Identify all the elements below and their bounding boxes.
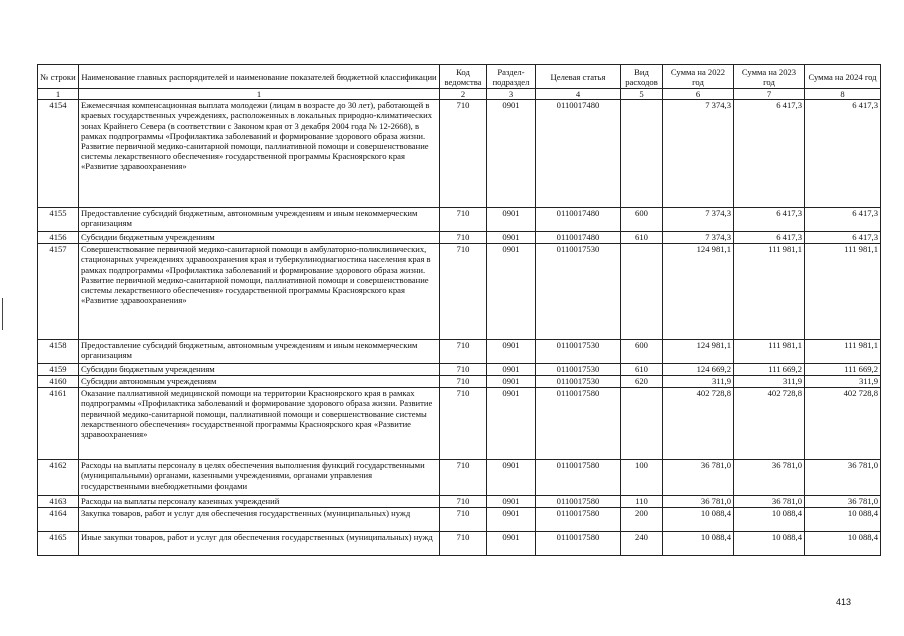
table-row xyxy=(38,340,881,364)
row-number: 4154 xyxy=(38,100,79,208)
table-row xyxy=(38,376,881,388)
row-dept-code: 710 xyxy=(440,232,487,244)
table-row xyxy=(38,508,881,532)
header-section: Раздел-подраздел xyxy=(487,65,536,89)
row-target-article: 0110017580 xyxy=(536,496,621,508)
row-expense-type: 240 xyxy=(621,532,663,556)
row-sum-2022: 7 374,3 xyxy=(663,100,734,208)
row-target-article: 0110017580 xyxy=(536,388,621,460)
row-sum-2022: 36 781,0 xyxy=(663,460,734,496)
column-number: 3 xyxy=(487,89,536,100)
row-dept-code: 710 xyxy=(440,508,487,532)
row-sum-2023: 6 417,3 xyxy=(734,100,805,208)
header-sum-2022: Сумма на 2022 год xyxy=(663,65,734,89)
table-row xyxy=(38,460,881,496)
header-row-no: № строки xyxy=(38,65,79,89)
row-sum-2022: 311,9 xyxy=(663,376,734,388)
row-sum-2022: 7 374,3 xyxy=(663,232,734,244)
row-number: 4163 xyxy=(38,496,79,508)
row-sum-2024: 36 781,0 xyxy=(805,460,881,496)
row-sum-2024: 111 669,2 xyxy=(805,364,881,376)
row-sum-2024: 6 417,3 xyxy=(805,232,881,244)
table-header-row xyxy=(38,65,881,89)
row-description: Предоставление субсидий бюджетным, автономным учреждениям и иным некоммерческим организациям xyxy=(79,340,440,364)
row-expense-type: 610 xyxy=(621,364,663,376)
row-sum-2023: 36 781,0 xyxy=(734,460,805,496)
row-section: 0901 xyxy=(487,232,536,244)
row-sum-2023: 36 781,0 xyxy=(734,496,805,508)
column-number: 1 xyxy=(38,89,79,100)
row-target-article: 0110017580 xyxy=(536,460,621,496)
table-row xyxy=(38,388,881,460)
table-row xyxy=(38,244,881,340)
header-expense-type: Вид расходов xyxy=(621,65,663,89)
row-expense-type: 200 xyxy=(621,508,663,532)
row-expense-type xyxy=(621,244,663,340)
row-target-article: 0110017530 xyxy=(536,376,621,388)
row-sum-2024: 111 981,1 xyxy=(805,340,881,364)
row-description: Оказание паллиативной медицинской помощи на территории Красноярского края в рамках подпрограммы «Профилактика заболеваний и формирование здорового образа жизни. Развитие первичной медико-санитарной помощи, паллиативной помощи и совершенствование системы лекарственного обеспечения» государственной программы Красноярского края «Развитие здравоохранения» xyxy=(79,388,440,460)
row-number: 4162 xyxy=(38,460,79,496)
table-row xyxy=(38,532,881,556)
row-dept-code: 710 xyxy=(440,208,487,232)
row-dept-code: 710 xyxy=(440,364,487,376)
column-number: 4 xyxy=(536,89,621,100)
column-numbers-row xyxy=(38,89,881,100)
row-target-article: 0110017530 xyxy=(536,244,621,340)
row-sum-2024: 6 417,3 xyxy=(805,100,881,208)
row-sum-2022: 124 981,1 xyxy=(663,340,734,364)
table-row xyxy=(38,232,881,244)
row-sum-2023: 10 088,4 xyxy=(734,508,805,532)
column-number: 8 xyxy=(805,89,881,100)
row-sum-2022: 124 981,1 xyxy=(663,244,734,340)
table-row xyxy=(38,100,881,208)
row-dept-code: 710 xyxy=(440,244,487,340)
row-sum-2024: 402 728,8 xyxy=(805,388,881,460)
row-sum-2022: 402 728,8 xyxy=(663,388,734,460)
row-dept-code: 710 xyxy=(440,340,487,364)
budget-table xyxy=(37,64,881,556)
row-section: 0901 xyxy=(487,376,536,388)
row-target-article: 0110017480 xyxy=(536,100,621,208)
row-description: Предоставление субсидий бюджетным, автономным учреждениям и иным некоммерческим организациям xyxy=(79,208,440,232)
row-sum-2024: 36 781,0 xyxy=(805,496,881,508)
row-dept-code: 710 xyxy=(440,376,487,388)
row-target-article: 0110017480 xyxy=(536,232,621,244)
row-sum-2022: 7 374,3 xyxy=(663,208,734,232)
row-expense-type xyxy=(621,388,663,460)
row-dept-code: 710 xyxy=(440,100,487,208)
row-sum-2023: 311,9 xyxy=(734,376,805,388)
row-sum-2022: 10 088,4 xyxy=(663,508,734,532)
scan-edge-mark xyxy=(2,298,3,330)
row-expense-type: 100 xyxy=(621,460,663,496)
row-section: 0901 xyxy=(487,100,536,208)
row-section: 0901 xyxy=(487,208,536,232)
row-section: 0901 xyxy=(487,340,536,364)
row-sum-2022: 36 781,0 xyxy=(663,496,734,508)
row-sum-2024: 6 417,3 xyxy=(805,208,881,232)
column-number: 1 xyxy=(79,89,440,100)
row-expense-type: 620 xyxy=(621,376,663,388)
row-section: 0901 xyxy=(487,460,536,496)
row-sum-2023: 6 417,3 xyxy=(734,208,805,232)
row-number: 4157 xyxy=(38,244,79,340)
row-dept-code: 710 xyxy=(440,460,487,496)
row-section: 0901 xyxy=(487,364,536,376)
row-target-article: 0110017530 xyxy=(536,364,621,376)
row-number: 4155 xyxy=(38,208,79,232)
page-number: 413 xyxy=(836,597,852,607)
row-number: 4160 xyxy=(38,376,79,388)
table-body xyxy=(38,100,881,556)
row-sum-2022: 124 669,2 xyxy=(663,364,734,376)
table-row xyxy=(38,364,881,376)
row-dept-code: 710 xyxy=(440,532,487,556)
table-row xyxy=(38,496,881,508)
row-sum-2024: 111 981,1 xyxy=(805,244,881,340)
column-number: 5 xyxy=(621,89,663,100)
row-description: Субсидии бюджетным учреждениям xyxy=(79,232,440,244)
row-sum-2024: 311,9 xyxy=(805,376,881,388)
row-sum-2023: 111 981,1 xyxy=(734,244,805,340)
row-section: 0901 xyxy=(487,496,536,508)
row-target-article: 0110017580 xyxy=(536,532,621,556)
row-number: 4165 xyxy=(38,532,79,556)
row-description: Расходы на выплаты персоналу в целях обеспечения выполнения функций государственными (муниципальными) органами, казенными учреждениями, органами управления государственными внебюджетными фондами xyxy=(79,460,440,496)
row-description: Закупка товаров, работ и услуг для обеспечения государственных (муниципальных) нужд xyxy=(79,508,440,532)
row-dept-code: 710 xyxy=(440,388,487,460)
row-sum-2024: 10 088,4 xyxy=(805,532,881,556)
row-section: 0901 xyxy=(487,508,536,532)
row-sum-2023: 111 981,1 xyxy=(734,340,805,364)
row-section: 0901 xyxy=(487,532,536,556)
row-target-article: 0110017580 xyxy=(536,508,621,532)
row-description: Субсидии автономным учреждениям xyxy=(79,376,440,388)
row-sum-2023: 402 728,8 xyxy=(734,388,805,460)
budget-table-container xyxy=(37,64,881,556)
row-sum-2022: 10 088,4 xyxy=(663,532,734,556)
row-description: Совершенствование первичной медико-санитарной помощи в амбулаторно-поликлинических, стационарных учреждениях здравоохранения края и туберкулинодиагностика населения края в рамках подпрограммы «Профилактика заболеваний и формирование здорового образа жизни. Развитие первичной медико-санитарной помощи, паллиативной помощи и совершенствование системы лекарственного обеспечения» государственной программы Красноярского края «Развитие здравоохранения» xyxy=(79,244,440,340)
header-sum-2023: Сумма на 2023 год xyxy=(734,65,805,89)
row-number: 4156 xyxy=(38,232,79,244)
row-dept-code: 710 xyxy=(440,496,487,508)
row-expense-type: 610 xyxy=(621,232,663,244)
row-description: Ежемесячная компенсационная выплата молодежи (лицам в возрасте до 30 лет), работающей в краевых государственных учреждениях, расположенных в локальных природно-климатических зонах Крайнего Севера (в соответствии с Законом края от 3 декабря 2004 года № 12-2668), в рамках подпрограммы «Профилактика заболеваний и формирование здорового образа жизни. Развитие первичной медико-санитарной помощи, паллиативной помощи и совершенствование системы лекарственного обеспечения» государственной программы Красноярского края «Развитие здравоохранения» xyxy=(79,100,440,208)
row-number: 4164 xyxy=(38,508,79,532)
row-sum-2024: 10 088,4 xyxy=(805,508,881,532)
header-name: Наименование главных распорядителей и наименование показателей бюджетной классификации xyxy=(79,65,440,89)
row-description: Расходы на выплаты персоналу казенных учреждений xyxy=(79,496,440,508)
row-number: 4159 xyxy=(38,364,79,376)
column-number: 2 xyxy=(440,89,487,100)
row-sum-2023: 10 088,4 xyxy=(734,532,805,556)
header-dept-code: Код ведомства xyxy=(440,65,487,89)
row-sum-2023: 6 417,3 xyxy=(734,232,805,244)
row-target-article: 0110017530 xyxy=(536,340,621,364)
row-section: 0901 xyxy=(487,388,536,460)
header-sum-2024: Сумма на 2024 год xyxy=(805,65,881,89)
row-expense-type: 110 xyxy=(621,496,663,508)
row-expense-type: 600 xyxy=(621,340,663,364)
column-number: 7 xyxy=(734,89,805,100)
row-section: 0901 xyxy=(487,244,536,340)
row-description: Субсидии бюджетным учреждениям xyxy=(79,364,440,376)
column-number: 6 xyxy=(663,89,734,100)
row-expense-type xyxy=(621,100,663,208)
header-target-article: Целевая статья xyxy=(536,65,621,89)
row-description: Иные закупки товаров, работ и услуг для обеспечения государственных (муниципальных) нужд xyxy=(79,532,440,556)
row-number: 4161 xyxy=(38,388,79,460)
table-row xyxy=(38,208,881,232)
row-target-article: 0110017480 xyxy=(536,208,621,232)
row-number: 4158 xyxy=(38,340,79,364)
row-expense-type: 600 xyxy=(621,208,663,232)
row-sum-2023: 111 669,2 xyxy=(734,364,805,376)
